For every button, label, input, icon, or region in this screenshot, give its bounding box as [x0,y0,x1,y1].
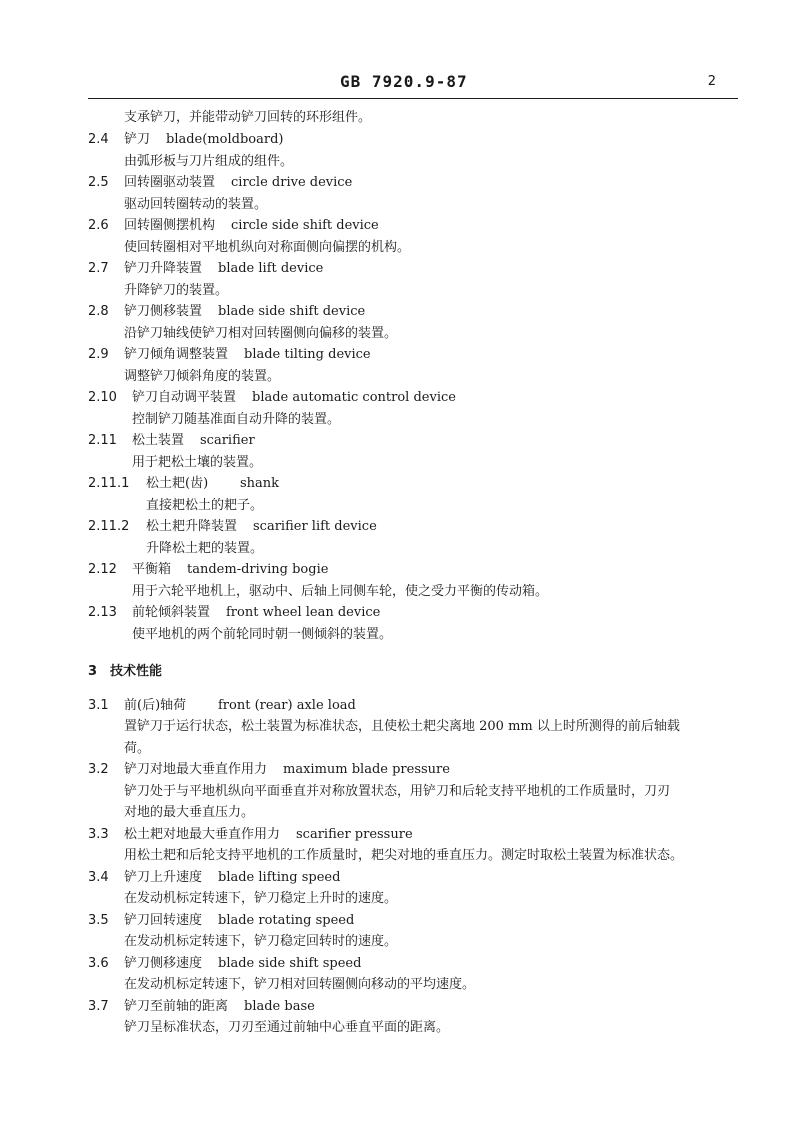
item-description: 升降铲刀的装置。 [124,282,229,298]
item-english-term: blade tilting device [244,347,371,362]
item-number: 2.11 [88,433,117,448]
item-english-term: blade automatic control device [252,390,456,405]
item-description: 升降松土耙的装置。 [146,540,264,556]
item-english-term: blade lift device [218,261,324,276]
item-number: 2.13 [88,605,117,620]
item-number: 2.5 [88,175,109,190]
item-term: 回转圈侧摆机构 [124,218,216,233]
item-english-term: front wheel lean device [226,605,381,620]
item-description: 在发动机标定转速下，铲刀相对回转圈侧向移动的平均速度。 [124,977,476,992]
item-english-term: blade side shift device [218,304,366,319]
item-description: 控制铲刀随基准面自动升降的装置。 [132,411,341,427]
item-english-term: circle side shift device [231,218,379,233]
item-description: 用于耙松土壤的装置。 [132,454,263,470]
page-number: 2 [707,74,716,89]
item-number: 3.4 [88,869,109,885]
item-term: 铲刀对地最大垂直作用力 [124,762,268,777]
item-term: 铲刀 [124,132,151,147]
item-description: 对地的最大垂直压力。 [124,805,255,820]
item-number: 2.11.1 [88,476,130,491]
item-english-term: scarifier pressure [296,826,413,842]
item-term: 铲刀侧移速度 [124,955,203,971]
item-number: 2.11.2 [88,519,130,534]
item-term: 平衡箱 [132,562,172,577]
item-english-term: scarifier [200,433,255,448]
item-english-term: blade base [244,998,315,1014]
item-number: 3.7 [88,998,109,1014]
item-number: 2.12 [88,562,117,577]
item-number: 3.3 [88,826,109,842]
item-english-term: blade rotating speed [218,912,355,928]
item-description: 使回转圈相对平地机纵向对称面侧向偏摆的机构。 [124,239,411,255]
item-description: 使平地机的两个前轮同时朝一侧倾斜的装置。 [132,626,393,642]
item-description: 铲刀处于与平地机纵向平面垂直并对称放置状态，用铲刀和后轮支持平地机的工作质量时，刀刃 [124,783,671,799]
item-description: 调整铲刀倾斜角度的装置。 [124,368,281,384]
item-number: 2.6 [88,218,109,233]
item-term: 前(后)轴荷 [124,697,187,713]
item-term: 铲刀回转速度 [124,912,203,928]
item-description: 沿铲刀轴线使铲刀相对回转圈侧向偏移的装置。 [124,325,398,341]
item-english-term: blade(moldboard) [166,132,284,147]
item-english-term: tandem-driving bogie [187,562,329,577]
item-number: 2.10 [88,390,117,405]
item-english-term: maximum blade pressure [283,762,450,777]
item-number: 2.4 [88,132,109,147]
intro-line: 支承铲刀，并能带动铲刀回转的环形组件。 [124,110,372,125]
item-number: 2.9 [88,347,109,362]
item-english-term: shank [240,476,280,491]
standard-code: GB 7920.9-87 [340,72,468,91]
item-english-term: scarifier lift device [253,519,377,534]
item-term: 回转圈驱动装置 [124,175,216,190]
item-description: 用松土耙和后轮支持平地机的工作质量时，耙尖对地的垂直压力。测定时取松土装置为标准状态。 [124,848,684,863]
item-english-term: blade side shift speed [218,955,362,971]
item-term: 铲刀升降装置 [124,261,203,276]
item-term: 松土耙升降装置 [146,519,238,534]
item-term: 铲刀上升速度 [124,869,203,885]
item-description: 驱动回转圈转动的装置。 [124,196,268,212]
item-description: 由弧形板与刀片组成的组件。 [124,153,294,169]
section-number: 3 [88,664,98,679]
item-number: 3.2 [88,762,109,777]
item-term: 松土耙(齿) [146,476,209,491]
item-description: 置铲刀于运行状态，松土装置为标准状态，且使松土耙尖离地 200 mm 以上时所测得的前后轴载 [124,719,680,734]
item-term: 铲刀倾角调整装置 [124,347,229,362]
item-description: 直接耙松土的耙子。 [146,497,264,513]
item-description: 铲刀呈标准状态，刀刃至通过前轴中心垂直平面的距离。 [124,1020,450,1035]
item-english-term: blade lifting speed [218,869,341,885]
item-english-term: front (rear) axle load [218,697,356,713]
item-term: 铲刀侧移装置 [124,304,203,319]
item-number: 3.6 [88,955,109,971]
item-number: 2.8 [88,304,109,319]
item-description: 在发动机标定转速下，铲刀稳定回转时的速度。 [124,934,398,949]
item-term: 铲刀自动调平装置 [132,390,237,405]
item-term: 前轮倾斜装置 [132,605,211,620]
item-description: 在发动机标定转速下，铲刀稳定上升时的速度。 [124,891,398,906]
item-description: 荷。 [124,740,151,756]
item-term: 铲刀至前轴的距离 [124,998,229,1014]
item-english-term: circle drive device [231,175,353,190]
item-number: 3.1 [88,697,109,713]
item-term: 松土装置 [132,433,185,448]
item-number: 2.7 [88,261,109,276]
item-number: 3.5 [88,912,109,928]
item-description: 用于六轮平地机上，驱动中、后轴上同侧车轮，使之受力平衡的传动箱。 [132,583,549,599]
section-title: 技术性能 [110,664,163,679]
item-term: 松土耙对地最大垂直作用力 [124,826,281,842]
